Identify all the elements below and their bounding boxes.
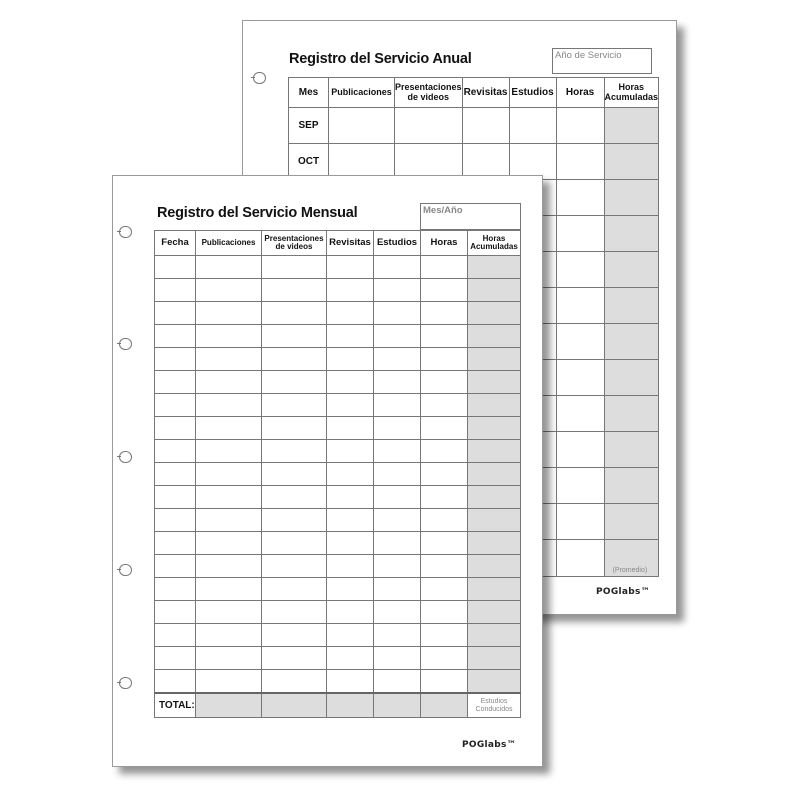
entry-cell[interactable] <box>395 108 463 144</box>
entry-cell[interactable] <box>421 555 468 578</box>
entry-cell[interactable] <box>327 509 374 532</box>
punch-hole-icon <box>253 72 266 84</box>
entry-cell[interactable] <box>421 486 468 509</box>
table-row <box>155 578 521 601</box>
entry-cell[interactable] <box>196 532 262 555</box>
table-row <box>155 417 521 440</box>
entry-cell[interactable] <box>196 302 262 325</box>
entry-cell[interactable] <box>421 371 468 394</box>
entry-cell[interactable] <box>556 324 604 360</box>
entry-cell[interactable] <box>556 216 604 252</box>
total-cell[interactable] <box>327 693 374 718</box>
entry-cell[interactable] <box>196 555 262 578</box>
date-cell[interactable] <box>155 555 196 578</box>
date-cell[interactable] <box>155 440 196 463</box>
entry-cell[interactable] <box>468 256 521 279</box>
entry-cell[interactable] <box>262 647 327 670</box>
entry-cell[interactable] <box>327 325 374 348</box>
date-cell[interactable] <box>155 509 196 532</box>
entry-cell[interactable] <box>604 144 659 180</box>
header-publications: Publicaciones <box>329 78 395 108</box>
entry-cell[interactable] <box>327 601 374 624</box>
header-accumulated-hours: Horas Acumuladas <box>604 78 659 108</box>
entry-cell[interactable] <box>509 108 556 144</box>
entry-cell[interactable] <box>556 540 604 577</box>
entry-cell[interactable] <box>556 288 604 324</box>
entry-cell[interactable] <box>421 670 468 694</box>
table-row <box>155 394 521 417</box>
entry-cell[interactable] <box>262 532 327 555</box>
punch-hole-icon <box>119 677 132 689</box>
entry-cell[interactable] <box>374 647 421 670</box>
header-video-presentations: Presentaciones de videos <box>395 78 463 108</box>
entry-cell[interactable] <box>262 670 327 694</box>
entry-cell[interactable] <box>468 463 521 486</box>
month-cell[interactable]: OCT <box>289 144 329 180</box>
entry-cell[interactable] <box>468 394 521 417</box>
entry-cell[interactable] <box>468 509 521 532</box>
average-label: (Promedio) <box>604 540 659 577</box>
entry-cell[interactable] <box>556 468 604 504</box>
entry-cell[interactable] <box>468 348 521 371</box>
entry-cell[interactable] <box>421 463 468 486</box>
date-cell[interactable] <box>155 670 196 694</box>
table-row <box>155 463 521 486</box>
table-row <box>155 670 521 694</box>
entry-cell[interactable] <box>556 504 604 540</box>
entry-cell[interactable] <box>604 108 659 144</box>
total-cell[interactable] <box>421 693 468 718</box>
entry-cell[interactable] <box>604 360 659 396</box>
entry-cell[interactable] <box>374 348 421 371</box>
service-year-field[interactable]: Año de Servicio <box>552 48 652 74</box>
entry-cell[interactable] <box>196 371 262 394</box>
entry-cell[interactable] <box>196 440 262 463</box>
entry-cell[interactable] <box>327 417 374 440</box>
header-studies: Estudios <box>509 78 556 108</box>
entry-cell[interactable] <box>374 486 421 509</box>
entry-cell[interactable] <box>374 394 421 417</box>
date-cell[interactable] <box>155 256 196 279</box>
entry-cell[interactable] <box>374 279 421 302</box>
entry-cell[interactable] <box>556 144 604 180</box>
entry-cell[interactable] <box>374 371 421 394</box>
entry-cell[interactable] <box>262 417 327 440</box>
entry-cell[interactable] <box>468 670 521 694</box>
entry-cell[interactable] <box>421 417 468 440</box>
entry-cell[interactable] <box>556 108 604 144</box>
entry-cell[interactable] <box>262 394 327 417</box>
entry-cell[interactable] <box>196 325 262 348</box>
entry-cell[interactable] <box>468 417 521 440</box>
table-row <box>155 371 521 394</box>
total-cell[interactable] <box>196 693 262 718</box>
entry-cell[interactable] <box>196 348 262 371</box>
total-label: TOTAL: <box>155 693 196 718</box>
entry-cell[interactable] <box>468 532 521 555</box>
header-accumulated-hours: Horas Acumuladas <box>468 231 521 256</box>
brand-logo: POGlabs™ <box>596 587 650 597</box>
entry-cell[interactable] <box>374 555 421 578</box>
entry-cell[interactable] <box>421 509 468 532</box>
entry-cell[interactable] <box>196 256 262 279</box>
entry-cell[interactable] <box>468 486 521 509</box>
table-row <box>289 108 659 144</box>
entry-cell[interactable] <box>329 108 395 144</box>
entry-cell[interactable] <box>604 432 659 468</box>
entry-cell[interactable] <box>262 440 327 463</box>
entry-cell[interactable] <box>604 396 659 432</box>
entry-cell[interactable] <box>196 486 262 509</box>
table-row <box>155 647 521 670</box>
entry-cell[interactable] <box>327 279 374 302</box>
entry-cell[interactable] <box>262 601 327 624</box>
date-cell[interactable] <box>155 279 196 302</box>
entry-cell[interactable] <box>556 180 604 216</box>
header-hours: Horas <box>421 231 468 256</box>
entry-cell[interactable] <box>604 468 659 504</box>
entry-cell[interactable] <box>327 302 374 325</box>
date-cell[interactable] <box>155 325 196 348</box>
entry-cell[interactable] <box>327 578 374 601</box>
table-row <box>155 325 521 348</box>
table-row <box>155 532 521 555</box>
entry-cell[interactable] <box>374 463 421 486</box>
entry-cell[interactable] <box>468 279 521 302</box>
entry-cell[interactable] <box>374 601 421 624</box>
date-cell[interactable] <box>155 601 196 624</box>
entry-cell[interactable] <box>468 325 521 348</box>
month-year-field[interactable]: Mes/Año <box>420 203 521 230</box>
entry-cell[interactable] <box>262 624 327 647</box>
entry-cell[interactable] <box>374 670 421 694</box>
table-row <box>155 509 521 532</box>
table-row <box>155 256 521 279</box>
monthly-table <box>154 230 521 718</box>
entry-cell[interactable] <box>421 578 468 601</box>
entry-cell[interactable] <box>421 647 468 670</box>
entry-cell[interactable] <box>262 509 327 532</box>
entry-cell[interactable] <box>374 325 421 348</box>
entry-cell[interactable] <box>262 325 327 348</box>
month-cell[interactable]: SEP <box>289 108 329 144</box>
entry-cell[interactable] <box>327 555 374 578</box>
entry-cell[interactable] <box>196 578 262 601</box>
entry-cell[interactable] <box>262 348 327 371</box>
total-cell[interactable] <box>262 693 327 718</box>
entry-cell[interactable] <box>262 486 327 509</box>
entry-cell[interactable] <box>262 279 327 302</box>
entry-cell[interactable] <box>421 348 468 371</box>
entry-cell[interactable] <box>556 252 604 288</box>
entry-cell[interactable] <box>604 504 659 540</box>
entry-cell[interactable] <box>262 256 327 279</box>
entry-cell[interactable] <box>327 647 374 670</box>
entry-cell[interactable] <box>604 252 659 288</box>
entry-cell[interactable] <box>374 532 421 555</box>
entry-cell[interactable] <box>421 279 468 302</box>
table-row <box>155 440 521 463</box>
monthly-record-sheet <box>112 175 543 767</box>
entry-cell[interactable] <box>196 279 262 302</box>
table-row <box>155 279 521 302</box>
entry-cell[interactable] <box>556 432 604 468</box>
entry-cell[interactable] <box>421 394 468 417</box>
header-video-presentations: Presentaciones de videos <box>262 231 327 256</box>
entry-cell[interactable] <box>374 624 421 647</box>
entry-cell[interactable] <box>196 509 262 532</box>
entry-cell[interactable] <box>421 256 468 279</box>
date-cell[interactable] <box>155 486 196 509</box>
entry-cell[interactable] <box>196 647 262 670</box>
entry-cell[interactable] <box>196 601 262 624</box>
entry-cell[interactable] <box>196 670 262 694</box>
entry-cell[interactable] <box>421 601 468 624</box>
header-date: Fecha <box>155 231 196 256</box>
entry-cell[interactable] <box>556 360 604 396</box>
header-hours: Horas <box>556 78 604 108</box>
date-cell[interactable] <box>155 394 196 417</box>
entry-cell[interactable] <box>374 440 421 463</box>
entry-cell[interactable] <box>262 463 327 486</box>
table-row <box>155 302 521 325</box>
punch-hole-icon <box>119 338 132 350</box>
entry-cell[interactable] <box>374 509 421 532</box>
header-publications: Publicaciones <box>196 231 262 256</box>
entry-cell[interactable] <box>327 440 374 463</box>
entry-cell[interactable] <box>468 302 521 325</box>
entry-cell[interactable] <box>421 624 468 647</box>
entry-cell[interactable] <box>468 440 521 463</box>
entry-cell[interactable] <box>327 463 374 486</box>
entry-cell[interactable] <box>421 532 468 555</box>
entry-cell[interactable] <box>327 486 374 509</box>
entry-cell[interactable] <box>196 394 262 417</box>
entry-cell[interactable] <box>262 371 327 394</box>
entry-cell[interactable] <box>327 394 374 417</box>
header-revisits: Revisitas <box>327 231 374 256</box>
entry-cell[interactable] <box>374 578 421 601</box>
date-cell[interactable] <box>155 348 196 371</box>
table-row <box>155 348 521 371</box>
date-cell[interactable] <box>155 302 196 325</box>
entry-cell[interactable] <box>421 440 468 463</box>
entry-cell[interactable] <box>604 324 659 360</box>
punch-hole-icon <box>119 451 132 463</box>
entry-cell[interactable] <box>327 256 374 279</box>
entry-cell[interactable] <box>262 578 327 601</box>
entry-cell[interactable] <box>327 624 374 647</box>
entry-cell[interactable] <box>468 555 521 578</box>
entry-cell[interactable] <box>262 302 327 325</box>
entry-cell[interactable] <box>327 348 374 371</box>
table-row <box>155 601 521 624</box>
entry-cell[interactable] <box>196 463 262 486</box>
entry-cell[interactable] <box>374 302 421 325</box>
entry-cell[interactable] <box>468 601 521 624</box>
entry-cell[interactable] <box>374 417 421 440</box>
punch-hole-icon <box>119 564 132 576</box>
entry-cell[interactable] <box>468 624 521 647</box>
entry-cell[interactable] <box>468 371 521 394</box>
date-cell[interactable] <box>155 532 196 555</box>
table-row <box>155 486 521 509</box>
annual-title: Registro del Servicio Anual <box>289 51 472 67</box>
entry-cell[interactable] <box>327 371 374 394</box>
date-cell[interactable] <box>155 417 196 440</box>
entry-cell[interactable] <box>468 647 521 670</box>
brand-logo: POGlabs™ <box>462 740 516 750</box>
table-row <box>155 624 521 647</box>
date-cell[interactable] <box>155 463 196 486</box>
entry-cell[interactable] <box>196 624 262 647</box>
entry-cell[interactable] <box>327 532 374 555</box>
date-cell[interactable] <box>155 624 196 647</box>
entry-cell[interactable] <box>604 288 659 324</box>
header-month: Mes <box>289 78 329 108</box>
entry-cell[interactable] <box>468 578 521 601</box>
table-row <box>155 555 521 578</box>
header-revisits: Revisitas <box>462 78 509 108</box>
header-studies: Estudios <box>374 231 421 256</box>
studies-conducted-cell[interactable]: Estudios Conducidos <box>468 693 521 718</box>
entry-cell[interactable] <box>604 180 659 216</box>
total-cell[interactable] <box>374 693 421 718</box>
total-row <box>155 693 521 718</box>
date-cell[interactable] <box>155 647 196 670</box>
entry-cell[interactable] <box>421 325 468 348</box>
entry-cell[interactable] <box>556 396 604 432</box>
monthly-title: Registro del Servicio Mensual <box>157 205 358 221</box>
entry-cell[interactable] <box>327 670 374 694</box>
entry-cell[interactable] <box>462 108 509 144</box>
punch-hole-icon <box>119 226 132 238</box>
entry-cell[interactable] <box>374 256 421 279</box>
entry-cell[interactable] <box>604 216 659 252</box>
entry-cell[interactable] <box>262 555 327 578</box>
entry-cell[interactable] <box>421 302 468 325</box>
date-cell[interactable] <box>155 578 196 601</box>
entry-cell[interactable] <box>196 417 262 440</box>
date-cell[interactable] <box>155 371 196 394</box>
